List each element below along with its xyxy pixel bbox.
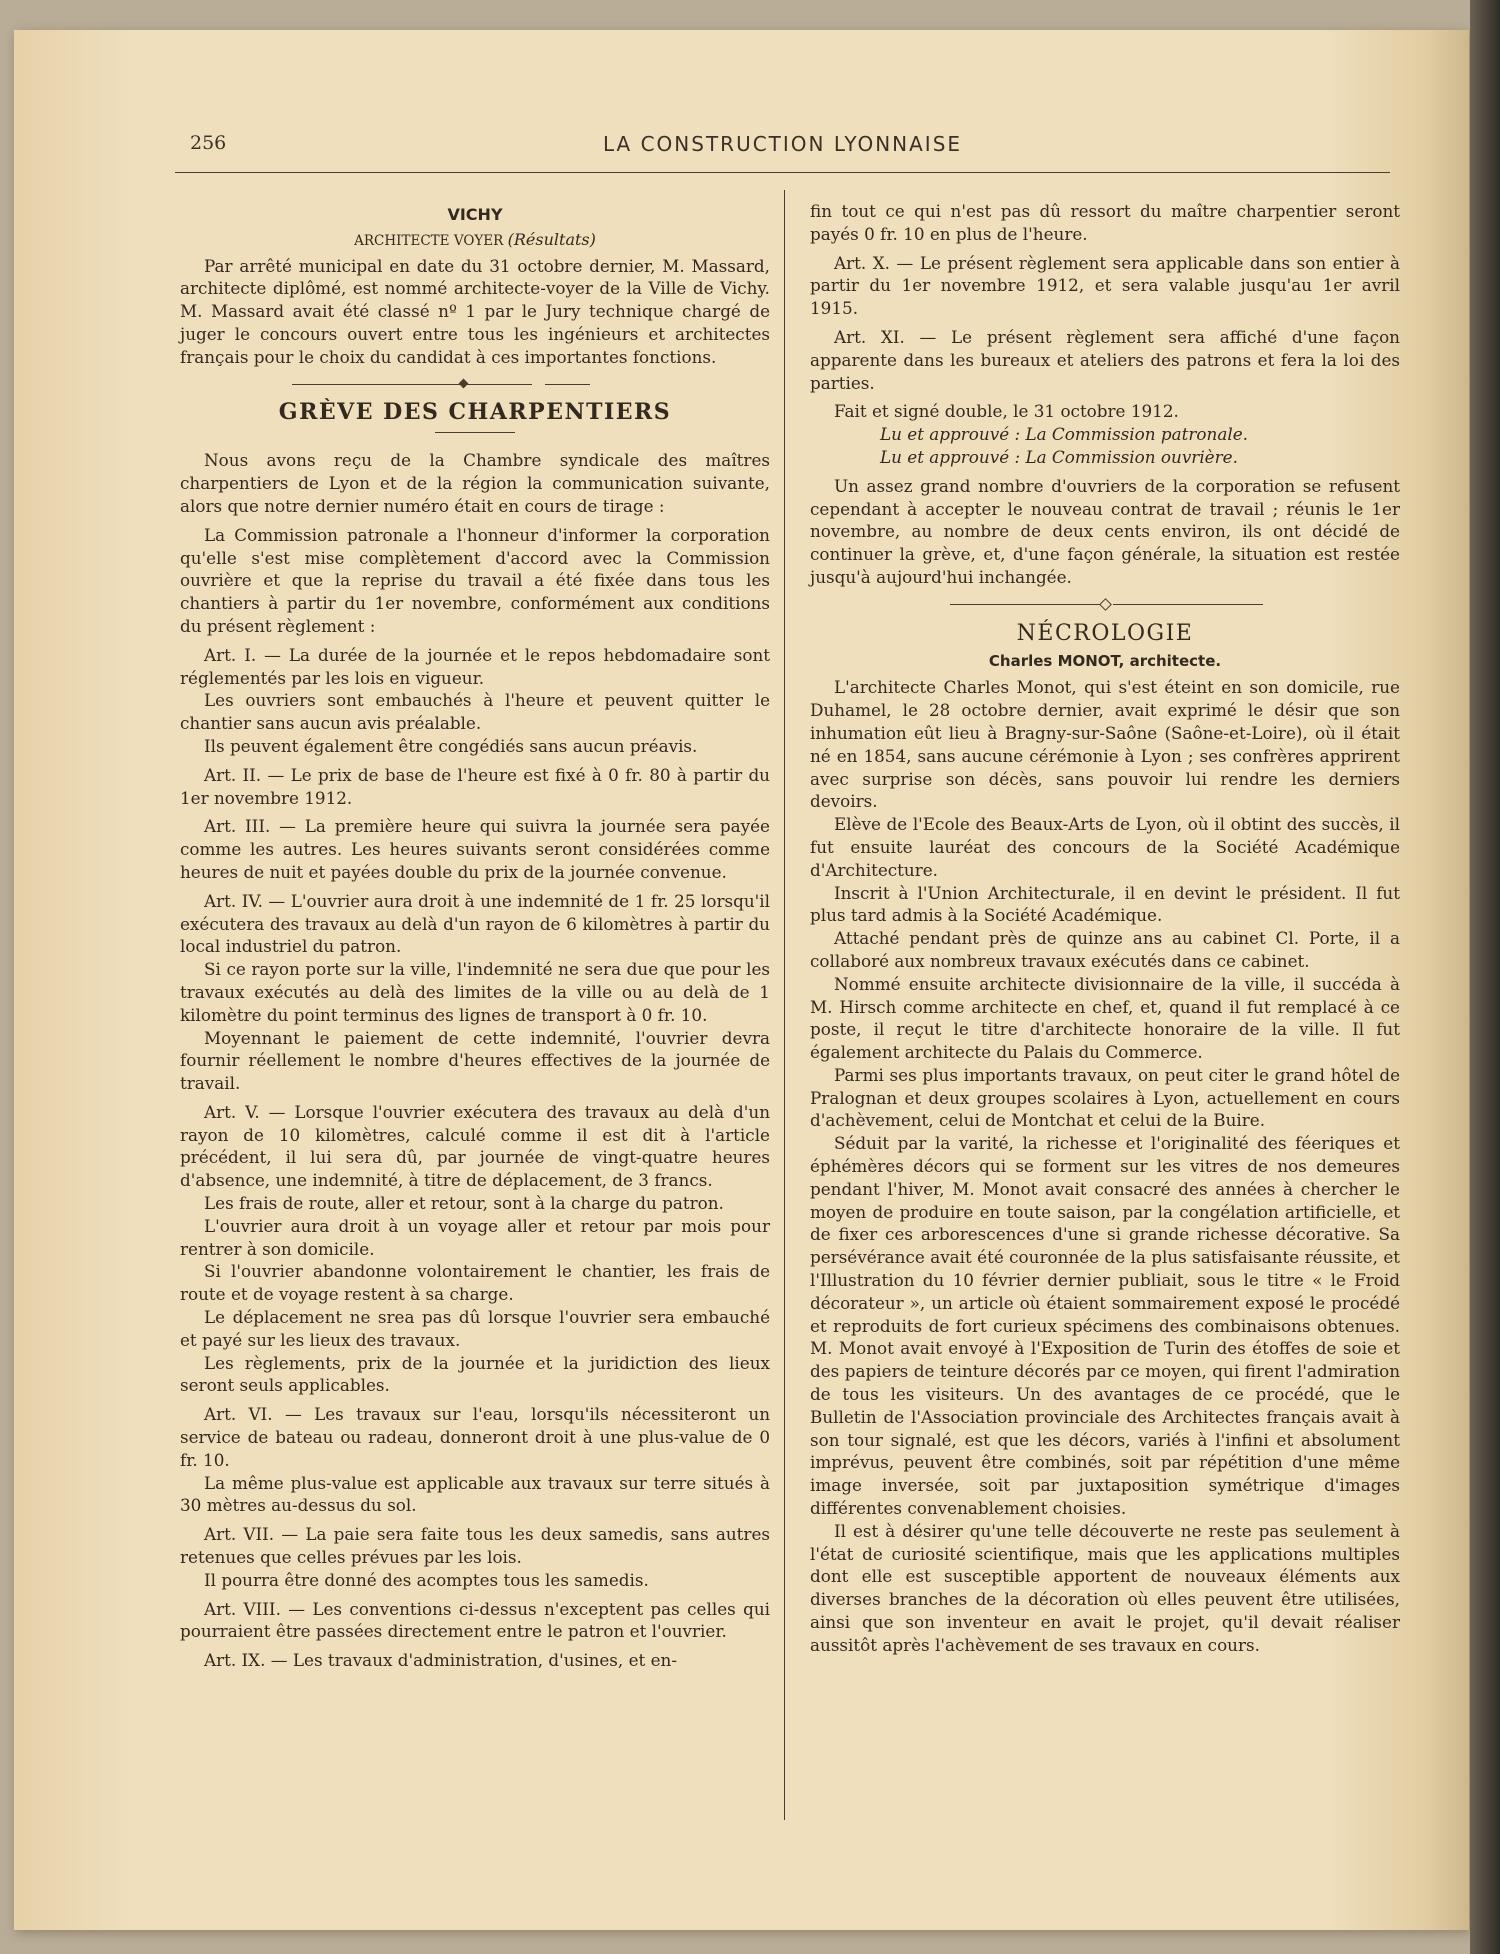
vichy-paragraph: Par arrêté municipal en date du 31 octobre dernier, M. Massard, architecte diplômé, est nommé architecte-voyer de la Ville de Vichy. M. Massard avait été classé nº 1 par le Jury technique chargé de juger le concours ouvert entre tous les ingénieurs et architectes français pour le choix du candidat à ces importantes fonctions. — [180, 255, 770, 367]
signature-line: Fait et signé double, le 31 octobre 1912. — [834, 401, 1179, 422]
book-binding-edge — [1470, 0, 1500, 1954]
art9-start: Art. IX. — Les travaux d'administration, d'usines, et en- — [204, 1650, 678, 1671]
art4-p3: Moyennant le paiement de cette indemnité, l'ouvrier devra fournir réellement le nombre d'heures effectives de la journée de travail. — [180, 1027, 770, 1094]
greve-title: GRÈVE DES CHARPENTIERS — [278, 398, 672, 425]
art4-p1: Art. IV. — L'ouvrier aura droit à une indemnité de 1 fr. 25 lorsqu'il exécutera des travaux au delà d'un rayon de 6 kilomètres à partir du local industriel du patron. — [180, 890, 770, 957]
separator-ornament-2 — [810, 597, 1400, 611]
art5-p6: Les règlements, prix de la journée et la juridiction des lieux seront seuls applicables. — [180, 1352, 770, 1396]
necro-p6: Parmi ses plus importants travaux, on peut citer le grand hôtel de Pralognan et deux groupes scolaires à Lyon, actuellement en cours d'achèvement, celui de Montchat et celui de la Buire. — [810, 1064, 1400, 1131]
art8-p1: Art. VIII. — Les conventions ci-dessus n'exceptent pas celles qui pourraient être passées directement entre le patron et l'ouvrier. — [180, 1598, 770, 1642]
approval-patronale — [810, 423, 1400, 446]
left-column — [180, 200, 770, 1672]
art1-p2: Les ouvriers sont embauchés à l'heure et peuvent quitter le chantier sans aucun avis préalable. — [180, 690, 770, 734]
necro-p7: Séduit par la varité, la richesse et l'originalité des féeriques et éphémères décors qui se forment sur les vitres de nos demeures pendant l'hiver, M. Monot avait consacré des années à chercher le moyen de produire en toute saison, par la congélation artificielle, et de fixer ces arborescences d'une si grande richesse décorative. Sa persévérance avait été couronnée de la plus satisfaisante réussite, et l'Illustration du 10 février dernier publiait, sous le titre « le Froid décorateur », un article où étaient sommairement exposé le procédé et reproduits de fort curieux spécimens des combinaisons obtenues. M. Monot avait envoyé à l'Exposition de Turin des étoffes de soie et des papiers de teinture décorés par ce moyen, qui firent l'admiration de tous les visiteurs. Un des avantages de ce procédé, que le Bulletin de l'Association provinciale des Architectes français avait à son tour signalé, est que les décors, variés à l'infini et absolument imprévus, peuvent être combinés, soit par répétition d'une même image inversée, soit par juxtaposition symétrique d'images différentes convenablement choisies. — [810, 1133, 1400, 1519]
necro-p5: Nommé ensuite architecte divisionnaire de la ville, il succéda à M. Hirsch comme architecte en chef, et, quand il fut remplacé à ce poste, il reçut le titre d'architecte honoraire de la ville. Il fut également architecte du Palais du Commerce. — [810, 973, 1400, 1063]
right-column — [810, 200, 1400, 1657]
art5-p2: Les frais de route, aller et retour, sont à la charge du patron. — [204, 1193, 724, 1214]
deceased-name: Charles MONOT, architecte. — [988, 651, 1222, 670]
vichy-title: VICHY — [447, 205, 503, 224]
approval-ouvriere-text: Lu et approuvé : La Commission ouvrière. — [880, 446, 1238, 467]
art5-p1: Art. V. — Lorsque l'ouvrier exécutera des travaux au delà d'un rayon de 10 kilomètres, calculé comme il est dit à l'article précédent, il lui sera dû, par journée de vingt-quatre heures d'absence, une indemnité, à titre de déplacement, de 3 francs. — [180, 1101, 770, 1191]
vichy-subtitle-text: ARCHITECTE VOYER — [354, 232, 504, 249]
header-rule — [175, 172, 1390, 173]
art1-p1: Art. I. — La durée de la journée et le repos hebdomadaire sont réglementés par les lois en vigueur. — [180, 644, 770, 688]
art1-p3: Ils peuvent également être congédiés sans aucun préavis. — [204, 735, 698, 756]
necro-p2: Elève de l'Ecole des Beaux-Arts de Lyon, où il obtint des succès, il fut ensuite lauréat des concours de la Société Académique d'Architecture. — [810, 814, 1400, 880]
journal-title: LA CONSTRUCTION LYONNAISE — [602, 132, 963, 156]
greve-intro: Nous avons reçu de la Chambre syndicale des maîtres charpentiers de Lyon et de la région la communication suivante, alors que notre dernier numéro était en cours de tirage : — [180, 450, 770, 516]
necro-p3: Inscrit à l'Union Architecturale, il en devint le président. Il fut plus tard admis à la Société Académique. — [810, 882, 1400, 926]
approval-ouvriere — [810, 446, 1400, 469]
art11: Art. XI. — Le présent règlement sera affiché d'une façon apparente dans les bureaux et ateliers des patrons et fera la loi des parties. — [810, 326, 1400, 393]
art5-p4: Si l'ouvrier abandonne volontairement le chantier, les frais de route et de voyage restent à sa charge. — [180, 1261, 770, 1305]
art5-p5: Le déplacement ne srea pas dû lorsque l'ouvrier sera embauché et payé sur les lieux des travaux. — [180, 1307, 770, 1350]
page-number: 256 — [190, 132, 227, 154]
art5-p3: L'ouvrier aura droit à un voyage aller et retour par mois pour rentrer à son domicile. — [180, 1215, 770, 1259]
art10: Art. X. — Le présent règlement sera applicable dans son entier à partir du 1er novembre 1912, et sera valable jusqu'au 1er avril 1915. — [810, 252, 1400, 319]
approval-patronale-text: Lu et approuvé : La Commission patronale. — [880, 424, 1248, 445]
art6-p1: Art. VI. — Les travaux sur l'eau, lorsqu'ils nécessiteront un service de bateau ou radeau, donneront droit à une plus-value de 0 fr. 10. — [180, 1404, 770, 1470]
art3-p1: Art. III. — La première heure qui suivra la journée sera payée comme les autres. Les heures suivants seront considérées comme heures de nuit et payées double du prix de la journée convenue. — [180, 816, 770, 882]
title-underline — [180, 425, 770, 439]
page-header — [175, 132, 1390, 158]
necro-p4: Attaché pendant près de quinze ans au cabinet Cl. Porte, il a collaboré aux nombreux travaux exécutés dans ce cabinet. — [810, 928, 1400, 971]
necro-p8: Il est à désirer qu'une telle découverte ne reste pas seulement à l'état de curiosité scientifique, mais que les applications multiples dont elle est susceptible apportent de nouveaux éléments aux diverses branches de la décoration où elles peuvent être utilisées, ainsi que son inventeur en avait le projet, qu'il devait réaliser aussitôt après l'achèvement de ses travaux en cours. — [810, 1520, 1400, 1655]
art4-p2: Si ce rayon porte sur la ville, l'indemnité ne sera due que pour les travaux exécutés au delà des limites de la ville ou au delà de 1 kilomètre du point terminus des lignes de transport à 0 fr. 10. — [180, 959, 770, 1025]
necrologie-title: NÉCROLOGIE — [1016, 620, 1194, 646]
greve-commission: La Commission patronale a l'honneur d'informer la corporation qu'elle s'est mise complètement d'accord avec la Commission ouvrière et que la reprise du travail a été fixée dans tous les chantiers à partir du 1er novembre, conformément aux conditions du présent règlement : — [180, 524, 770, 636]
vichy-subtitle — [180, 229, 770, 253]
art7-p2: Il pourra être donné des acomptes tous les samedis. — [204, 1569, 649, 1590]
necro-p1: L'architecte Charles Monot, qui s'est éteint en son domicile, rue Duhamel, le 28 octobre dernier, avait exprimé le désir que son inhumation eût lieu à Bragny-sur-Saône (Saône-et-Loire), où il était né en 1854, sans aucune cérémonie à Lyon ; ses confrères apprirent avec surprise son décès, sans pouvoir lui rendre les derniers devoirs. — [810, 677, 1400, 812]
art2-p1: Art. II. — Le prix de base de l'heure est fixé à 0 fr. 80 à partir du 1er novembre 1912. — [180, 764, 770, 808]
separator-ornament — [180, 377, 770, 391]
column-divider — [784, 190, 785, 1820]
vichy-subtitle-italic: (Résultats) — [507, 229, 596, 249]
art7-p1: Art. VII. — La paie sera faite tous les deux samedis, sans autres retenues que celles prévues par les lois. — [180, 1524, 770, 1568]
art6-p2: La même plus-value est applicable aux travaux sur terre situés à 30 mètres au-dessus du sol. — [180, 1472, 770, 1516]
art9-end: fin tout ce qui n'est pas dû ressort du maître charpentier seront payés 0 fr. 10 en plus de l'heure. — [810, 201, 1400, 244]
strike-continuation: Un assez grand nombre d'ouvriers de la corporation se refusent cependant à accepter le nouveau contrat de travail ; réunis le 1er novembre, au nombre de deux cents environ, ils ont décidé de continuer la grève, et, d'une façon générale, la situation est restée jusqu'à aujourd'hui inchangée. — [810, 475, 1400, 587]
